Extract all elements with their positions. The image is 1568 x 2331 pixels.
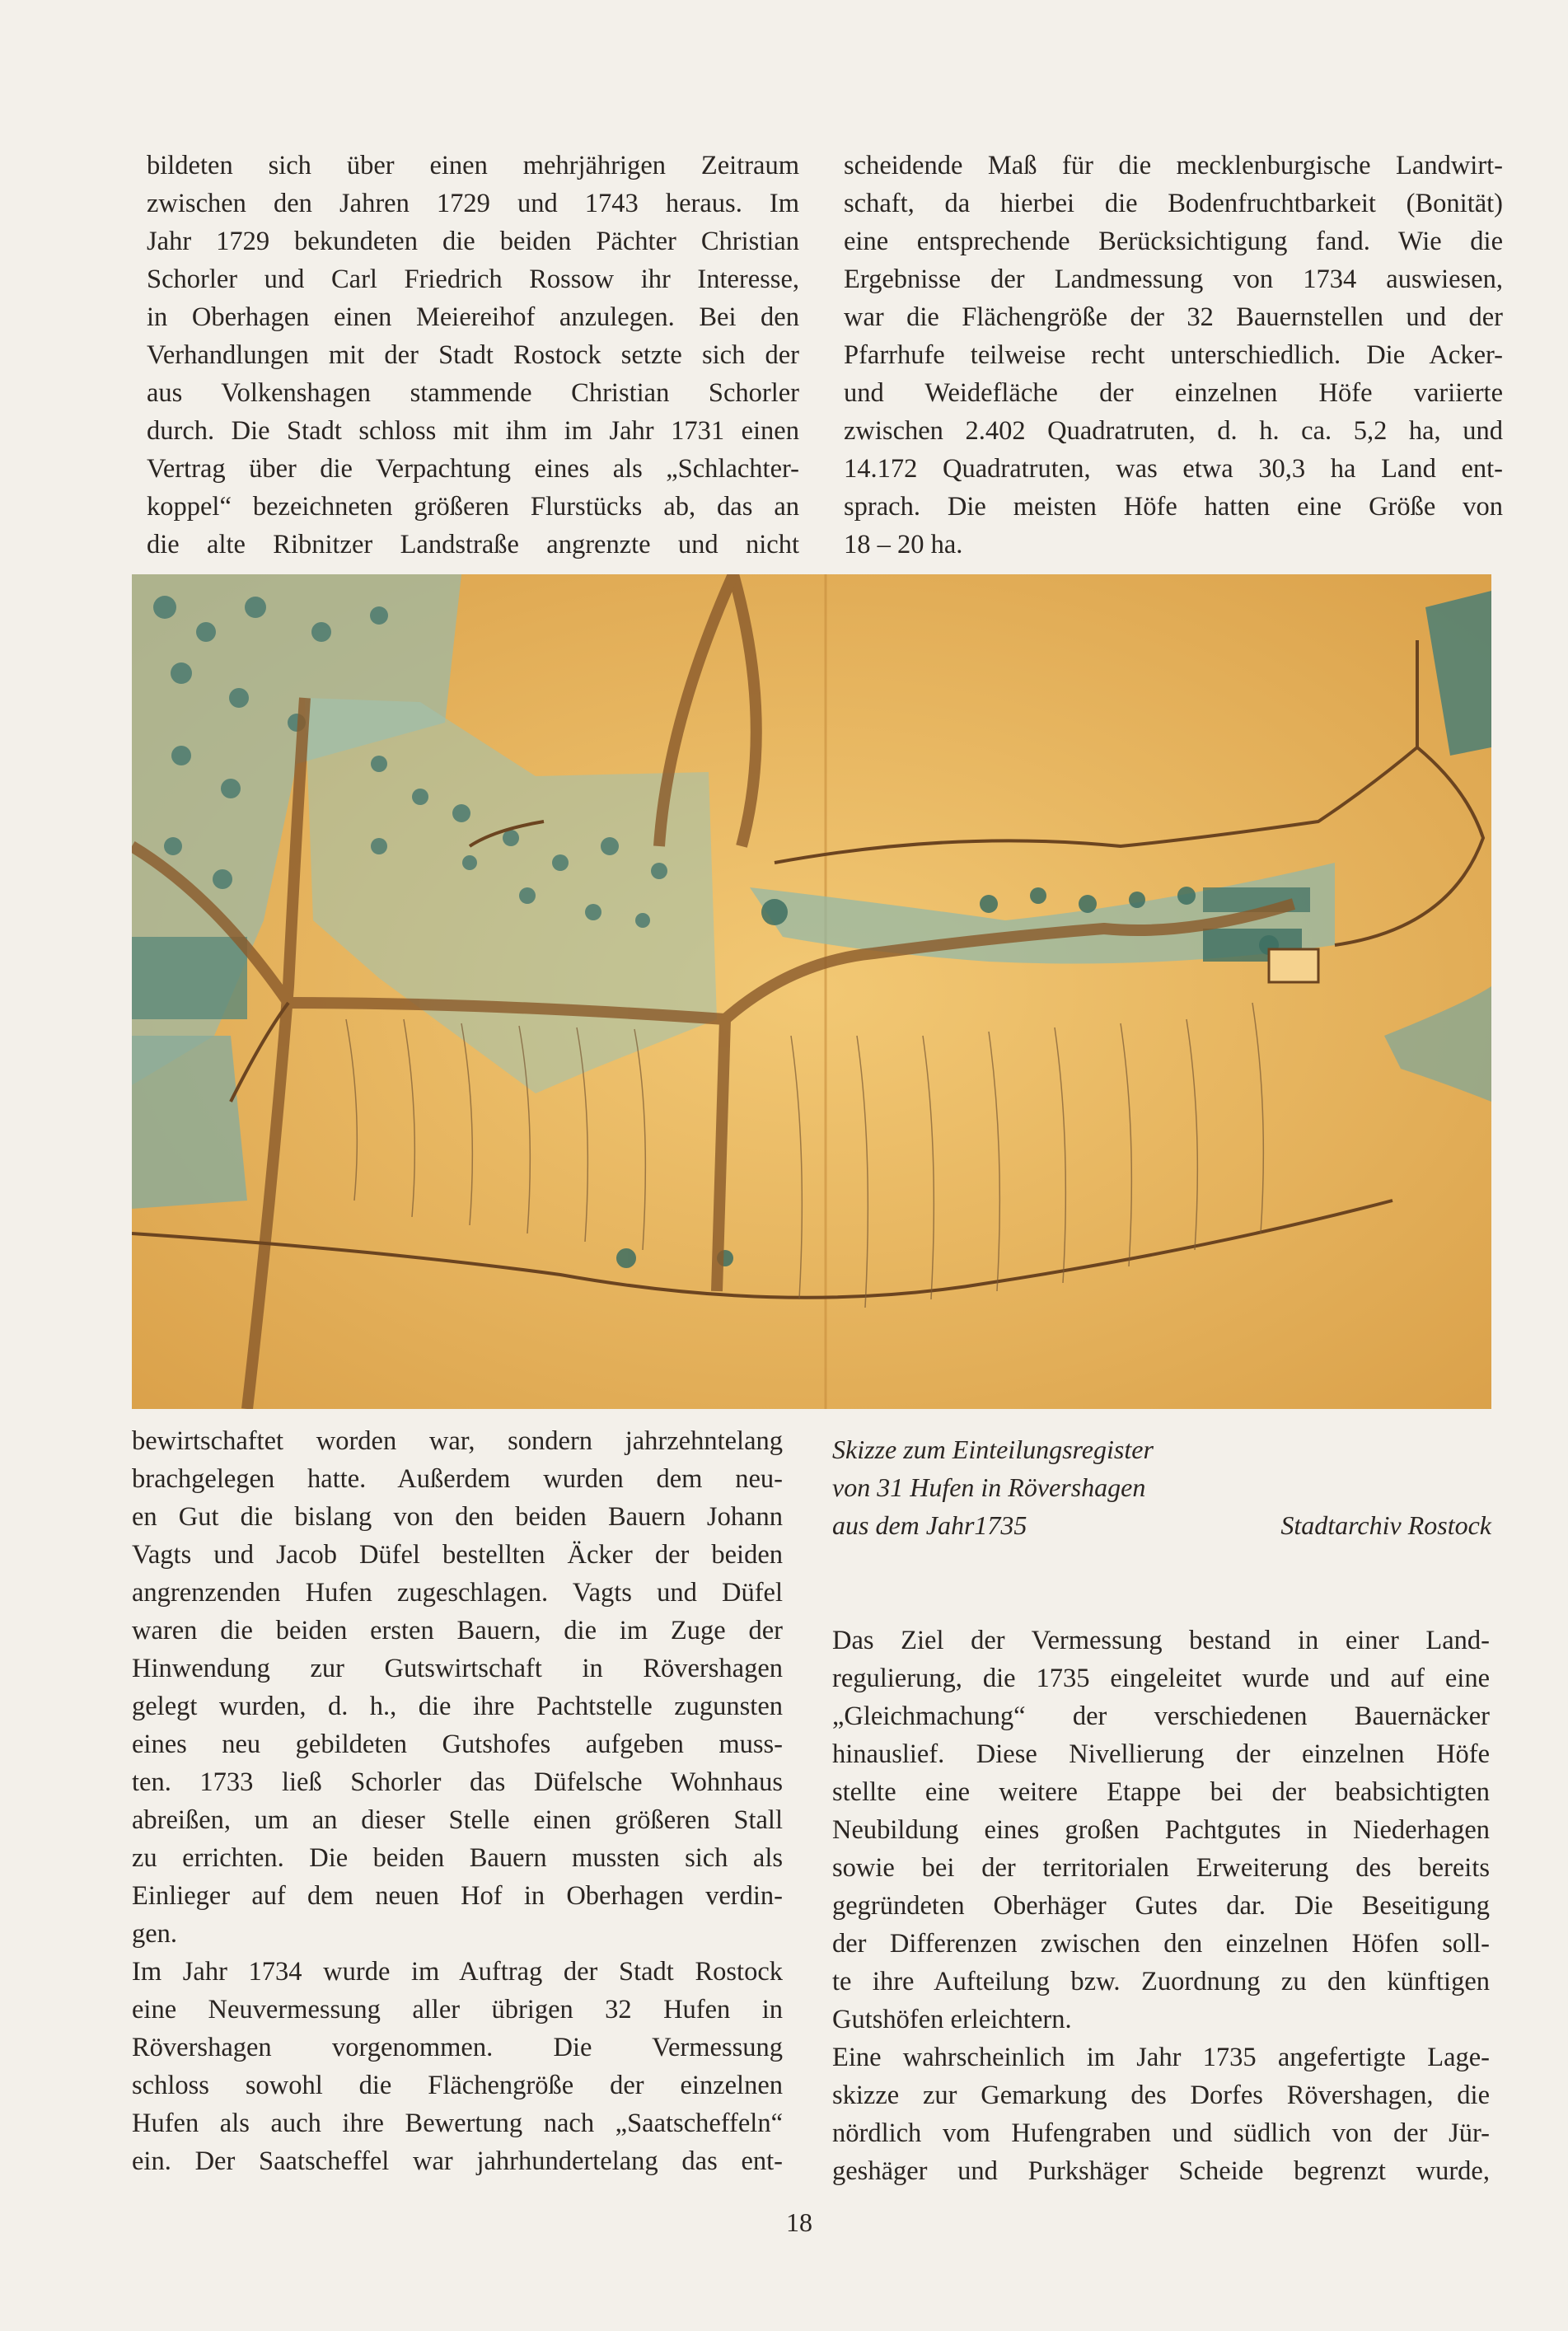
text-line: regulierung, die 1735 eingeleitet wurde und auf eine (832, 1664, 1490, 1693)
text-line: ten. 1733 ließ Schorler das Düfelsche Wohnhaus (132, 1767, 783, 1797)
text-line: Das Ziel der Vermessung bestand in einer Land- (832, 1626, 1490, 1655)
caption-line-3: aus dem Jahr1735 (832, 1510, 1027, 1540)
text-line: Verhandlungen mit der Stadt Rostock setzte sich der (147, 340, 799, 370)
map-sketch (132, 574, 1491, 1409)
text-line: bewirtschaftet worden war, sondern jahrzehntelang (132, 1426, 783, 1456)
text-line: eine entsprechende Berücksichtigung fand. Wie die (844, 227, 1503, 256)
text-line: gegründeten Oberhäger Gutes dar. Die Beseitigung (832, 1891, 1490, 1921)
text-column-top-right (844, 147, 1503, 564)
text-line: koppel“ bezeichneten größeren Flurstücks ab, das an (147, 492, 799, 522)
text-line: Neubildung eines großen Pachtgutes in Niederhagen (832, 1815, 1490, 1845)
text-line: gelegt wurden, d. h., die ihre Pachtstelle zugunsten (132, 1692, 783, 1721)
text-line: aus Volkenshagen stammende Christian Schorler (147, 378, 799, 408)
caption-line-2: von 31 Hufen in Rövershagen (832, 1472, 1146, 1502)
figure-caption (832, 1430, 1491, 1544)
text-line: hinauslief. Diese Nivellierung der einzelnen Höfe (832, 1739, 1490, 1769)
text-line: zwischen 2.402 Quadratruten, d. h. ca. 5,2 ha, und (844, 416, 1503, 446)
text-line: eines neu gebildeten Gutshofes aufgeben muss- (132, 1730, 783, 1759)
text-line: nördlich vom Hufengraben und südlich von der Jür- (832, 2118, 1490, 2148)
text-line: abreißen, um an dieser Stelle einen größeren Stall (132, 1805, 783, 1835)
text-line: bildeten sich über einen mehrjährigen Zeitraum (147, 151, 799, 180)
text-line: sowie bei der territorialen Erweiterung des bereits (832, 1853, 1490, 1883)
text-line: 18 – 20 ha. (844, 530, 963, 559)
text-line: Pfarrhufe teilweise recht unterschiedlich. Die Acker- (844, 340, 1503, 370)
text-line: gen. (132, 1919, 178, 1949)
text-line: durch. Die Stadt schloss mit ihm im Jahr 1731 einen (147, 416, 799, 446)
text-line: die alte Ribnitzer Landstraße angrenzte und nicht (147, 530, 799, 559)
text-line: skizze zur Gemarkung des Dorfes Rövershagen, die (832, 2081, 1490, 2110)
text-line: schloss sowohl die Flächengröße der einzelnen (132, 2071, 783, 2100)
text-line: in Oberhagen einen Meiereihof anzulegen. Bei den (147, 302, 799, 332)
text-line: Eine wahrscheinlich im Jahr 1735 angefertigte Lage- (832, 2043, 1490, 2072)
text-line: Im Jahr 1734 wurde im Auftrag der Stadt Rostock (132, 1957, 783, 1987)
text-line: waren die beiden ersten Bauern, die im Zuge der (132, 1616, 783, 1645)
text-line: der Differenzen zwischen den einzelnen Höfen soll- (832, 1929, 1490, 1959)
caption-line-1: Skizze zum Einteilungsregister (832, 1435, 1154, 1464)
text-line: ein. Der Saatscheffel war jahrhundertelang das ent- (132, 2146, 783, 2176)
text-line: angrenzenden Hufen zugeschlagen. Vagts und Düfel (132, 1578, 783, 1608)
caption-credit: Stadtarchiv Rostock (1280, 1510, 1491, 1540)
text-line: 14.172 Quadratruten, was etwa 30,3 ha Land ent- (844, 454, 1503, 484)
text-line: eine Neuvermessung aller übrigen 32 Hufen in (132, 1995, 783, 2024)
text-line: en Gut die bislang von den beiden Bauern Johann (132, 1502, 783, 1532)
text-line: zwischen den Jahren 1729 und 1743 heraus. Im (147, 189, 799, 218)
text-line: Vagts und Jacob Düfel bestellten Äcker der beiden (132, 1540, 783, 1570)
text-line: Schorler und Carl Friedrich Rossow ihr Interesse, (147, 264, 799, 294)
text-line: war die Flächengröße der 32 Bauernstellen und der (844, 302, 1503, 332)
text-line: schaft, da hierbei die Bodenfruchtbarkeit (Bonität) (844, 189, 1503, 218)
text-column-bottom-left (132, 1422, 783, 2180)
text-column-top-left (147, 147, 799, 564)
text-line: Rövershagen vorgenommen. Die Vermessung (132, 2033, 783, 2062)
text-line: Vertrag über die Verpachtung eines als „Schlachter- (147, 454, 799, 484)
text-line: und Weidefläche der einzelnen Höfe variierte (844, 378, 1503, 408)
text-column-bottom-right (832, 1622, 1490, 2190)
text-line: „Gleichmachung“ der verschiedenen Bauernäcker (832, 1701, 1490, 1731)
text-line: stellte eine weitere Etappe bei der beabsichtigten (832, 1777, 1490, 1807)
text-line: Jahr 1729 bekundeten die beiden Pächter Christian (147, 227, 799, 256)
text-line: zu errichten. Die beiden Bauern mussten sich als (132, 1843, 783, 1873)
text-line: scheidende Maß für die mecklenburgische Landwirt- (844, 151, 1503, 180)
text-line: geshäger und Purkshäger Scheide begrenzt wurde, (832, 2156, 1490, 2186)
text-line: sprach. Die meisten Höfe hatten eine Größe von (844, 492, 1503, 522)
text-line: Ergebnisse der Landmessung von 1734 auswiesen, (844, 264, 1503, 294)
text-line: Einlieger auf dem neuen Hof in Oberhagen verdin- (132, 1881, 783, 1911)
page-number: 18 (786, 2207, 812, 2237)
text-line: brachgelegen hatte. Außerdem wurden dem neu- (132, 1464, 783, 1494)
text-line: Hufen als auch ihre Bewertung nach „Saatscheffeln“ (132, 2109, 783, 2138)
historic-map-figure (132, 574, 1491, 1409)
text-line: Gutshöfen erleichtern. (832, 2005, 1072, 2034)
text-line: te ihre Aufteilung bzw. Zuordnung zu den künftigen (832, 1967, 1490, 1996)
text-line: Hinwendung zur Gutswirtschaft in Rövershagen (132, 1654, 783, 1683)
